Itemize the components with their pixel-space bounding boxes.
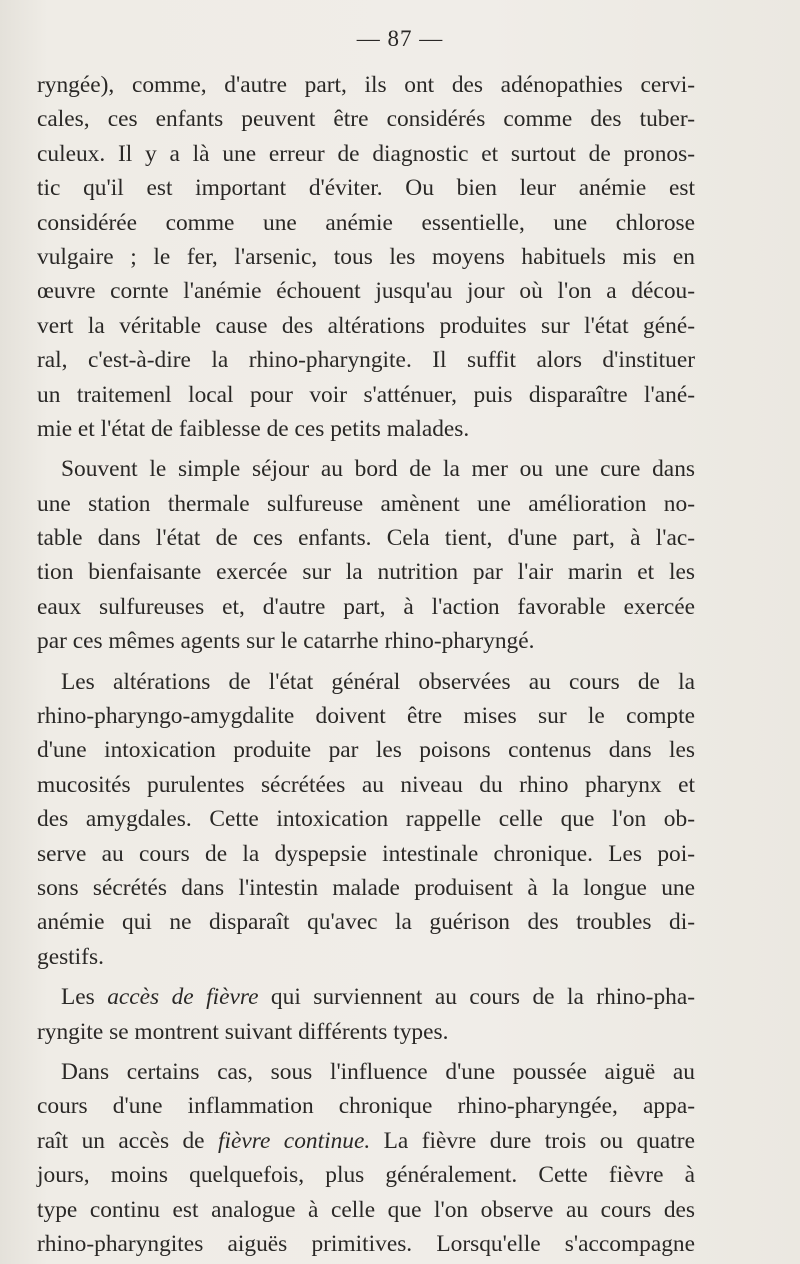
italic-term: accès de fièvre (107, 984, 259, 1011)
text-run: Les (61, 984, 108, 1011)
text-run: qui surviennent au cours de la rhino-pha- (258, 984, 696, 1011)
text-run: La fièvre dure trois ou quatre (370, 1127, 695, 1154)
text-line: considérée comme une anémie essentielle, une chlorose (37, 209, 695, 236)
text-line: eaux sulfureuses et, d'autre part, à l'action favorable exercée (37, 593, 695, 620)
text-line: serve au cours de la dyspepsie intestinale chronique. Les poi- (37, 840, 695, 867)
text-line: sons sécrétés dans l'intestin malade produisent à la longue une (37, 874, 695, 901)
text-line: mie et l'état de faiblesse de ces petits malades. (37, 415, 470, 442)
text-line (37, 980, 695, 1014)
text-line: ryngite se montrent suivant différents types. (37, 1018, 449, 1045)
page-text (37, 68, 695, 1261)
paragraph-3 (37, 665, 695, 975)
text-line: ral, c'est-à-dire la rhino-pharyngite. Il suffit alors d'instituer (37, 347, 695, 374)
paragraph-1 (37, 68, 695, 446)
text-line: tic qu'il est important d'éviter. Ou bien leur anémie est (37, 175, 695, 202)
paragraph-4 (37, 980, 695, 1049)
text-line: Souvent le simple séjour au bord de la mer ou une cure dans (61, 456, 695, 483)
paragraph-2 (37, 452, 695, 658)
text-line: cales, ces enfants peuvent être considérés comme des tuber- (37, 106, 695, 133)
text-run: raît un accès de (37, 1127, 218, 1154)
text-line (37, 1124, 695, 1158)
text-line: une station thermale sulfureuse amènent une amélioration no- (37, 490, 695, 517)
text-line: rhino-pharyngo-amygdalite doivent être mises sur le compte (37, 703, 695, 730)
text-line: cours d'une inflammation chronique rhino-pharyngée, appa- (37, 1093, 695, 1120)
text-line: œuvre cornte l'anémie échouent jusqu'au jour où l'on a décou- (37, 278, 695, 305)
text-line: culeux. Il y a là une erreur de diagnostic et surtout de pronos- (37, 140, 695, 167)
text-line: mucosités purulentes sécrétées au niveau du rhino pharynx et (37, 771, 695, 798)
text-line: rhino-pharyngites aiguës primitives. Lorsqu'elle s'accompagne (37, 1230, 695, 1257)
text-line: Les altérations de l'état général observées au cours de la (61, 668, 695, 695)
text-line: anémie qui ne disparaît qu'avec la guérison des troubles di- (37, 909, 695, 936)
text-line: Dans certains cas, sous l'influence d'une poussée aiguë au (61, 1058, 695, 1085)
text-line: par ces mêmes agents sur le catarrhe rhino-pharyngé. (37, 628, 535, 655)
italic-term: fièvre continue. (218, 1127, 371, 1154)
text-line: vulgaire ; le fer, l'arsenic, tous les moyens habituels mis en (37, 243, 695, 270)
text-line: ryngée), comme, d'autre part, ils ont des adénopathies cervi- (37, 72, 695, 98)
text-line: d'une intoxication produite par les poisons contenus dans les (37, 737, 695, 764)
text-line: un traitemenl local pour voir s'atténuer, puis disparaître l'ané- (37, 381, 695, 408)
text-line: tion bienfaisante exercée sur la nutrition par l'air marin et les (37, 559, 695, 586)
text-line: gestifs. (37, 943, 104, 970)
text-line: des amygdales. Cette intoxication rappelle celle que l'on ob- (37, 806, 695, 833)
text-line: vert la véritable cause des altérations produites sur l'état géné- (37, 312, 695, 339)
text-line: table dans l'état de ces enfants. Cela tient, d'une part, à l'ac- (37, 525, 695, 552)
paragraph-5 (37, 1055, 695, 1261)
page-number: — 87 — (356, 26, 444, 51)
text-line: type continu est analogue à celle que l'on observe au cours des (37, 1196, 695, 1223)
text-line: jours, moins quelquefois, plus généralement. Cette fièvre à (37, 1162, 695, 1189)
